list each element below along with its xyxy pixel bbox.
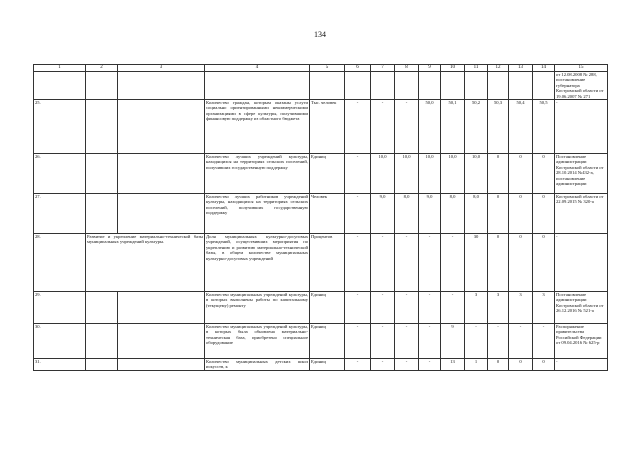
column-number: 1 bbox=[34, 65, 86, 72]
indicator-value: - bbox=[395, 359, 419, 371]
indicator-value: 0 bbox=[509, 194, 533, 234]
table-row bbox=[34, 292, 608, 324]
row-number: 31. bbox=[34, 359, 86, 371]
indicator-value: - bbox=[465, 324, 488, 359]
unit-of-measure: Единиц bbox=[310, 324, 345, 359]
indicator-value: - bbox=[395, 100, 419, 154]
indicator-value: 0 bbox=[488, 194, 509, 234]
indicator-value: 9 bbox=[441, 324, 465, 359]
indicator-value: - bbox=[345, 234, 371, 292]
table-row bbox=[34, 72, 608, 100]
indicator-name: Количество муниципальных учреждений культуры, в которых выполнены работы по капитальному (текущему) ремонту bbox=[205, 292, 310, 324]
row-number: 26. bbox=[34, 154, 86, 194]
indicator-value: 0 bbox=[509, 234, 533, 292]
task-name bbox=[118, 72, 205, 100]
indicator-value: 9,0 bbox=[371, 194, 395, 234]
indicator-value: 0 bbox=[533, 154, 555, 194]
row-number: 27. bbox=[34, 194, 86, 234]
legal-basis: от 12.08.2008 № 288, постановление губернатора Костромской области от 19.06.2007 № 271 bbox=[555, 72, 608, 100]
legal-basis: Постановление администрации Костромской области от 26.12.2016 № 521-а bbox=[555, 292, 608, 324]
indicator-value: 8,0 bbox=[465, 194, 488, 234]
indicator-value: 8,0 bbox=[395, 194, 419, 234]
indicator-value bbox=[419, 72, 441, 100]
indicator-value: - bbox=[509, 324, 533, 359]
indicator-value: - bbox=[371, 324, 395, 359]
event-name bbox=[86, 359, 118, 371]
unit-of-measure bbox=[310, 72, 345, 100]
indicator-value: - bbox=[345, 194, 371, 234]
indicator-value: 0 bbox=[509, 154, 533, 194]
indicator-value: - bbox=[371, 100, 395, 154]
unit-of-measure: Человек bbox=[310, 194, 345, 234]
indicator-value: - bbox=[371, 292, 395, 324]
column-number: 8 bbox=[395, 65, 419, 72]
indicator-value: 3 bbox=[509, 292, 533, 324]
indicator-value: 30 bbox=[465, 234, 488, 292]
event-name bbox=[86, 154, 118, 194]
event-name bbox=[86, 72, 118, 100]
event-name bbox=[86, 292, 118, 324]
indicator-value: 0 bbox=[533, 234, 555, 292]
indicator-value: - bbox=[441, 292, 465, 324]
indicator-value: 10,0 bbox=[371, 154, 395, 194]
indicator-value: 0 bbox=[488, 234, 509, 292]
indicator-value: 10,0 bbox=[395, 154, 419, 194]
indicator-value: 3 bbox=[488, 292, 509, 324]
event-name: Развитие и укрепление материально-технической базы муниципальных учреждений культуры. bbox=[86, 234, 205, 292]
indicator-value: - bbox=[371, 359, 395, 371]
indicator-name: Количество лучших учреждений культуры, находящихся на территориях сельских поселений, получивших государственную поддержку bbox=[205, 154, 310, 194]
indicator-value: - bbox=[488, 324, 509, 359]
indicator-value: 0 bbox=[509, 359, 533, 371]
column-number: 7 bbox=[371, 65, 395, 72]
event-name bbox=[86, 194, 118, 234]
column-number: 4 bbox=[205, 65, 310, 72]
indicator-value: 0 bbox=[533, 359, 555, 371]
task-name bbox=[118, 292, 205, 324]
table-row bbox=[34, 359, 608, 371]
row-number: 29. bbox=[34, 292, 86, 324]
table-row bbox=[34, 194, 608, 234]
indicator-value: - bbox=[533, 324, 555, 359]
indicator-value: - bbox=[419, 324, 441, 359]
indicator-name: Количество лучших работников учреждений культуры, находящихся на территориях сельских поселений, получивших государственную поддержку bbox=[205, 194, 310, 234]
indicator-value: 0 bbox=[533, 194, 555, 234]
indicator-value: 50,1 bbox=[441, 100, 465, 154]
legal-basis: Постановление администрации Костромской области от 28.10.2014 №432-а, постановление администрации bbox=[555, 154, 608, 194]
indicator-value: 50,2 bbox=[465, 100, 488, 154]
indicators-table bbox=[33, 64, 608, 371]
indicator-value: 10,0 bbox=[419, 154, 441, 194]
unit-of-measure: Единиц bbox=[310, 359, 345, 371]
table-row bbox=[34, 324, 608, 359]
column-number: 13 bbox=[509, 65, 533, 72]
indicator-value bbox=[533, 72, 555, 100]
indicator-value: 13 bbox=[441, 359, 465, 371]
indicator-value: 50,5 bbox=[533, 100, 555, 154]
indicator-value: - bbox=[345, 100, 371, 154]
header-row bbox=[34, 65, 608, 72]
indicator-value: 10,0 bbox=[441, 154, 465, 194]
indicator-value: 50,3 bbox=[488, 100, 509, 154]
indicator-name: Количество граждан, которым оказаны услуги социально ориентированными некоммерческими организациями в сфере культуры, получившими финансовую поддержку из областного бюджета bbox=[205, 100, 310, 154]
indicator-value: - bbox=[345, 154, 371, 194]
legal-basis: - bbox=[555, 100, 608, 154]
unit-of-measure: Единиц bbox=[310, 154, 345, 194]
indicator-value: 3 bbox=[465, 292, 488, 324]
task-name bbox=[118, 324, 205, 359]
indicator-value: 8,0 bbox=[441, 194, 465, 234]
indicator-name: Количество муниципальных детских школ искусств, к bbox=[206, 359, 308, 370]
column-number: 6 bbox=[345, 65, 371, 72]
indicator-value bbox=[488, 72, 509, 100]
row-number bbox=[34, 72, 86, 100]
indicator-value: - bbox=[345, 292, 371, 324]
column-number: 2 bbox=[86, 65, 118, 72]
event-name bbox=[86, 324, 118, 359]
indicator-value: - bbox=[419, 359, 441, 371]
unit-of-measure: Процентов bbox=[310, 234, 345, 292]
legal-basis: - bbox=[555, 234, 608, 292]
indicator-value: 50,0 bbox=[419, 100, 441, 154]
column-number: 15 bbox=[555, 65, 608, 72]
indicator-value: - bbox=[441, 234, 465, 292]
indicator-value bbox=[345, 72, 371, 100]
indicator-value: 10,0 bbox=[465, 154, 488, 194]
indicator-value bbox=[441, 72, 465, 100]
column-number: 12 bbox=[488, 65, 509, 72]
indicator-value: - bbox=[395, 324, 419, 359]
task-name bbox=[118, 100, 205, 154]
column-number: 3 bbox=[118, 65, 205, 72]
indicator-name: Количество муниципальных учреждений культуры, в которых была обновлена материально-техническая база, приобретено специальное оборудование bbox=[205, 324, 310, 359]
legal-basis: Костромской области от 22.09.2015 № 320-а bbox=[555, 194, 608, 234]
task-name bbox=[118, 359, 205, 371]
table-row bbox=[34, 100, 608, 154]
indicator-value: 1 bbox=[465, 359, 488, 371]
unit-of-measure: Единиц bbox=[310, 292, 345, 324]
indicator-value: 0 bbox=[488, 359, 509, 371]
row-number: 25. bbox=[34, 100, 86, 154]
indicator-value: - bbox=[395, 292, 419, 324]
column-number: 5 bbox=[310, 65, 345, 72]
unit-of-measure: Тыс. человек bbox=[310, 100, 345, 154]
indicator-value: - bbox=[345, 324, 371, 359]
indicator-value: 3 bbox=[533, 292, 555, 324]
indicator-value: - bbox=[419, 292, 441, 324]
indicator-value bbox=[465, 72, 488, 100]
indicator-value: - bbox=[395, 234, 419, 292]
indicator-name bbox=[205, 72, 310, 100]
indicator-value: 50,4 bbox=[509, 100, 533, 154]
indicator-value bbox=[509, 72, 533, 100]
table-row bbox=[34, 154, 608, 194]
table-row bbox=[34, 234, 608, 292]
indicator-value bbox=[395, 72, 419, 100]
event-name bbox=[86, 100, 118, 154]
column-number: 11 bbox=[465, 65, 488, 72]
indicator-value: 0 bbox=[488, 154, 509, 194]
indicator-value: - bbox=[419, 234, 441, 292]
row-number: 28. bbox=[34, 234, 86, 292]
indicator-value: - bbox=[371, 234, 395, 292]
task-name bbox=[118, 154, 205, 194]
legal-basis: Распоряжение правительства Российской Федерации от 09.04.2016 № 625-р bbox=[555, 324, 608, 359]
indicator-value: 9,0 bbox=[419, 194, 441, 234]
indicator-name: Доля муниципальных культурно-досуговых учреждений, осуществивших мероприятия по укреплению и развитию материально-технической базы, в общем количестве муниципальных культурно-досуговых учреждений bbox=[205, 234, 310, 292]
legal-basis: - bbox=[555, 359, 608, 371]
column-number: 9 bbox=[419, 65, 441, 72]
column-number: 10 bbox=[441, 65, 465, 72]
indicator-value: - bbox=[345, 359, 371, 371]
page-number: 134 bbox=[314, 30, 326, 39]
row-number: 30. bbox=[34, 324, 86, 359]
task-name bbox=[118, 194, 205, 234]
column-number: 14 bbox=[533, 65, 555, 72]
indicator-value bbox=[371, 72, 395, 100]
